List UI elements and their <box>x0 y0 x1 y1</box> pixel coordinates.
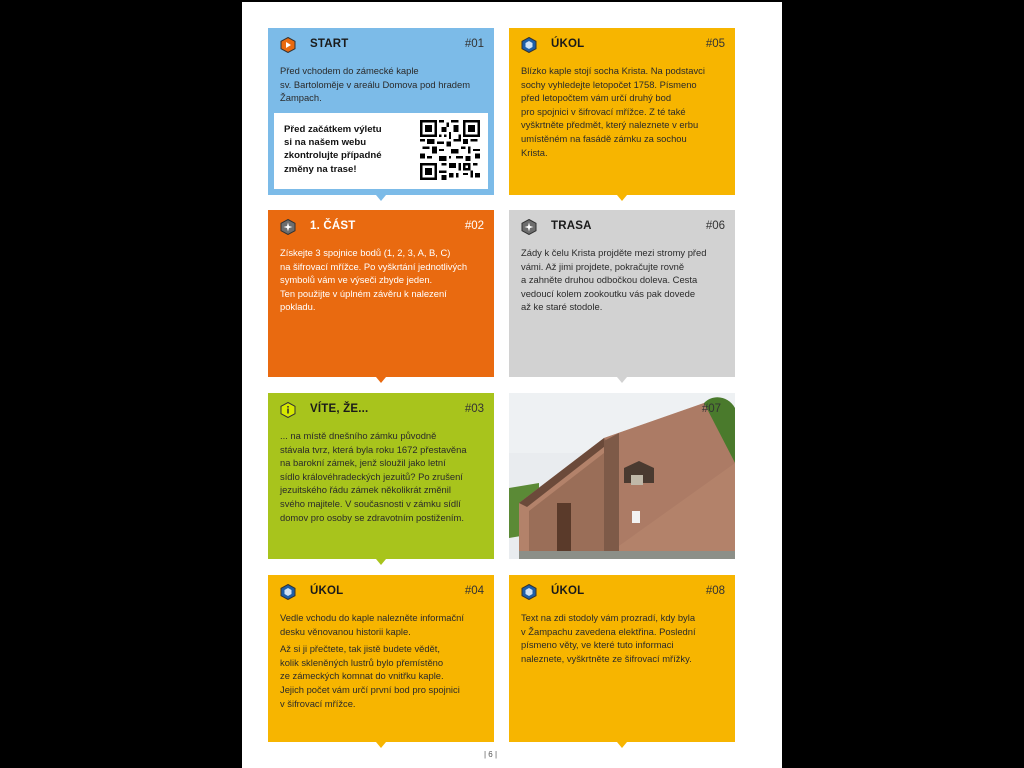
card-pointer <box>617 742 627 748</box>
card-body <box>521 246 725 314</box>
task-icon <box>521 37 537 53</box>
card-number: #03 <box>464 403 484 415</box>
barn-photo <box>509 393 735 559</box>
card-number: #08 <box>705 585 725 597</box>
card-task-08 <box>509 575 735 742</box>
body-line: ze zámeckých komnat do vnitřku kaple. <box>280 670 444 682</box>
notice-line: zkontrolujte případné <box>284 150 382 162</box>
card-body <box>280 246 484 314</box>
info-icon <box>280 402 296 418</box>
body-line: Před vchodem do zámecké kaple <box>280 65 419 76</box>
body-line: Text na zdi stodoly vám prozradí, kdy byla <box>521 612 696 623</box>
body-line: Žampach. <box>280 92 322 104</box>
card-task-05 <box>509 28 735 195</box>
body-line: pokladu. <box>280 301 316 313</box>
compass-icon <box>280 219 296 235</box>
body-line: Vedle vchodu do kaple nalezněte informační <box>280 612 464 623</box>
card-title: ÚKOL <box>551 38 585 50</box>
card-did-you-know <box>268 393 494 559</box>
compass-icon <box>521 219 537 235</box>
body-line: stávala tvrz, která byla roku 1672 přestavěna <box>280 443 467 455</box>
card-title: VÍTE, ŽE... <box>310 403 369 415</box>
card-route <box>509 210 735 377</box>
card-number: #06 <box>705 220 725 232</box>
card-pointer <box>376 195 386 201</box>
card-number: #07 <box>701 403 721 415</box>
body-paragraph <box>280 611 484 638</box>
card-title: 1. ČÁST <box>310 220 356 232</box>
body-line: ... na místě dnešního zámku původně <box>280 430 437 441</box>
body-line: vámi. Až jimi projdete, pokračujte rovně <box>521 260 685 272</box>
body-line: symbolů vám ve výseči zbyde jeden. <box>280 274 433 286</box>
card-task-04 <box>268 575 494 742</box>
card-number: #04 <box>464 585 484 597</box>
card-body <box>280 429 484 524</box>
body-line: až ke staré stodole. <box>521 301 603 313</box>
body-line: domov pro osoby se zdravotním postižením. <box>280 511 464 523</box>
body-line: na barokní zámek, jenž sloužil jako letní <box>280 457 446 469</box>
body-line: sv. Bartoloměje v areálu Domova pod hradem <box>280 78 471 90</box>
body-line: sochy vyhledejte letopočet 1758. Písmeno <box>521 78 697 90</box>
qr-code[interactable] <box>420 120 480 180</box>
notice-line: změny na trase! <box>284 163 357 175</box>
card-title: ÚKOL <box>310 585 344 597</box>
card-header <box>280 37 484 57</box>
card-number: #01 <box>464 38 484 50</box>
body-line: sídlo královéhradeckých jezuitů? Po zrušení <box>280 470 463 482</box>
card-number: #05 <box>705 38 725 50</box>
body-line: Získejte 3 spojnice bodů (1, 2, 3, A, B, C) <box>280 247 451 258</box>
card-body <box>280 611 484 714</box>
card-body <box>521 64 725 159</box>
body-line: desku věnovanou historii kaple. <box>280 625 411 637</box>
card-title: TRASA <box>551 220 592 232</box>
body-line: naleznete, vyškrtněte ze šifrovací mřížky. <box>521 652 692 664</box>
card-pointer <box>617 377 627 383</box>
card-body <box>521 611 725 665</box>
body-line: svého majitele. V současnosti v zámku sídlí <box>280 497 461 509</box>
body-line: před letopočtem vám určí druhý bod <box>521 92 672 104</box>
card-header <box>521 584 725 604</box>
card-body <box>280 64 484 105</box>
body-line: Krista. <box>521 146 548 158</box>
body-line: vyškrtněte předmět, který naleznete v erbu <box>521 119 699 131</box>
body-line: kolik skleněných lustrů bylo přemístěno <box>280 656 444 668</box>
start-icon <box>280 37 296 53</box>
card-header <box>280 584 484 604</box>
card-number: #02 <box>464 220 484 232</box>
card-part-1 <box>268 210 494 377</box>
barn-image <box>509 393 735 559</box>
card-title: ÚKOL <box>551 585 585 597</box>
body-line: Zády k čelu Krista projděte mezi stromy před <box>521 247 707 258</box>
card-header <box>280 402 484 422</box>
body-line: a zahněte druhou odbočkou doleva. Cesta <box>521 274 698 286</box>
card-header <box>521 219 725 239</box>
route-notice-text <box>284 123 414 176</box>
card-header <box>280 219 484 239</box>
body-line: Blízko kaple stojí socha Krista. Na podstavci <box>521 65 705 76</box>
body-line: v Žampachu zavedena elektřina. Poslední <box>521 625 696 637</box>
body-line: pro spojnici v šifrovací mřížce. Z té také <box>521 105 686 117</box>
card-title: START <box>310 38 349 50</box>
card-pointer <box>376 559 386 565</box>
body-line: písmeno věty, ve které tuto informaci <box>521 639 674 651</box>
body-line: vedoucí kolem zookoutku vás pak dovede <box>521 287 696 299</box>
page-number: | 6 | <box>484 750 498 759</box>
notice-line: Před začátkem výletu <box>284 124 382 135</box>
body-line: Jejich počet vám určí první bod pro spojnici <box>280 683 460 695</box>
body-line: umístěném na fasádě zámku za sochou <box>521 132 687 144</box>
route-notice-box <box>274 113 488 189</box>
body-paragraph <box>280 642 484 710</box>
notice-line: si na našem webu <box>284 137 367 149</box>
card-pointer <box>617 195 627 201</box>
task-icon <box>521 584 537 600</box>
card-start <box>268 28 494 195</box>
body-line: jezuitského řádu zámek několikrát změnil <box>280 484 451 496</box>
body-line: v šifrovací mřížce. <box>280 697 356 709</box>
body-line: na šifrovací mřížce. Po vyškrtání jednotlivých <box>280 260 468 272</box>
task-icon <box>280 584 296 600</box>
card-pointer <box>376 377 386 383</box>
body-line: Až si ji přečtete, tak jistě budete vědět, <box>280 643 440 655</box>
body-line: Ten použijte v úplném závěru k nalezení <box>280 287 447 299</box>
card-pointer <box>376 742 386 748</box>
card-header <box>521 37 725 57</box>
